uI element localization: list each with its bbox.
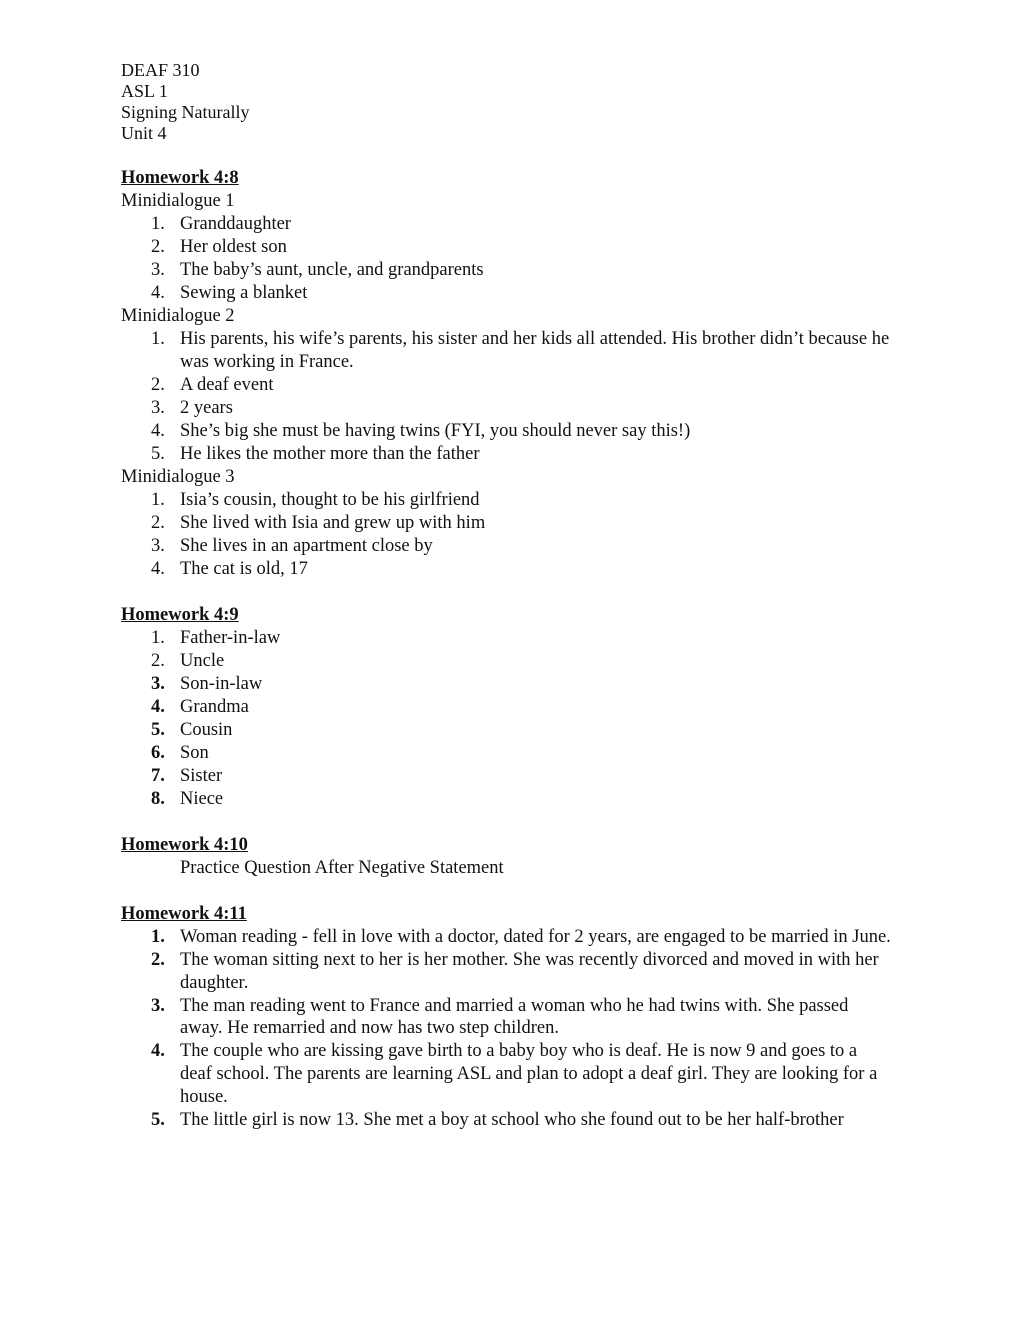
list-item: 1. His parents, his wife’s parents, his sister and her kids all attended. His brother didn’t because he was working in France.: [151, 329, 890, 372]
list-item: 5. He likes the mother more than the father: [151, 444, 480, 464]
section-title: Homework 4:11: [121, 904, 247, 924]
course-level: ASL 1: [121, 81, 168, 101]
answer-list: [121, 328, 891, 466]
list-item: 2. Uncle: [151, 651, 225, 671]
textbook-name: Signing Naturally: [121, 102, 250, 122]
minidialogue-label: Minidialogue 3: [121, 467, 235, 487]
answer-list: [121, 926, 891, 1132]
course-code: DEAF 310: [121, 60, 200, 80]
section-title: Homework 4:8: [121, 168, 239, 188]
list-item: 2. Her oldest son: [151, 237, 287, 257]
list-item: 1. Father-in-law: [151, 628, 281, 648]
section-title: Homework 4:9: [121, 605, 239, 625]
list-item: 3. She lives in an apartment close by: [151, 536, 433, 556]
document-header: [121, 60, 891, 144]
list-item: 3. 2 years: [151, 398, 233, 418]
document-page: [121, 60, 891, 1132]
list-item: 2. She lived with Isia and grew up with him: [151, 513, 486, 533]
unit-label: Unit 4: [121, 123, 167, 143]
answer-list: [121, 627, 891, 811]
list-item: 1. Granddaughter: [151, 214, 291, 234]
list-item: 4. She’s big she must be having twins (FYI, you should never say this!): [151, 421, 691, 441]
minidialogue-label: Minidialogue 1: [121, 191, 235, 211]
list-item: 4. Sewing a blanket: [151, 283, 308, 303]
section-text: Practice Question After Negative Statement: [180, 858, 504, 878]
list-item: 8. Niece: [151, 789, 224, 809]
list-item: 5. The little girl is now 13. She met a boy at school who she found out to be her half-brother: [151, 1109, 844, 1130]
list-item: 3. The man reading went to France and married a woman who he had twins with. She passed away. He remarried and now has two step children.: [151, 995, 849, 1039]
list-item: 4. Grandma: [151, 697, 249, 717]
homework-4-11: [121, 903, 891, 1132]
list-item: 2. The woman sitting next to her is her mother. She was recently divorced and moved in with her daughter.: [151, 950, 879, 993]
list-item: 5. Cousin: [151, 720, 233, 740]
list-item: 1. Woman reading - fell in love with a doctor, dated for 2 years, are engaged to be married in June.: [151, 927, 891, 947]
answer-list: [121, 489, 891, 581]
list-item: 3. Son-in-law: [151, 674, 263, 694]
list-item: 1. Isia’s cousin, thought to be his girlfriend: [151, 490, 480, 510]
homework-4-9: [121, 604, 891, 811]
list-item: 7. Sister: [151, 766, 223, 786]
list-item: 4. The cat is old, 17: [151, 559, 308, 579]
homework-4-8: [121, 167, 891, 581]
list-item: 2. A deaf event: [151, 375, 274, 395]
homework-4-10: [121, 834, 891, 880]
list-item: 4. The couple who are kissing gave birth to a baby boy who is deaf. He is now 9 and goes to a deaf school. The parents are learning ASL and plan to adopt a deaf girl. They are looking for a house.: [151, 1041, 878, 1107]
minidialogue-label: Minidialogue 2: [121, 306, 235, 326]
list-item: 6. Son: [151, 743, 209, 763]
section-title: Homework 4:10: [121, 835, 248, 855]
list-item: 3. The baby’s aunt, uncle, and grandparents: [151, 260, 484, 280]
answer-list: [121, 213, 891, 305]
